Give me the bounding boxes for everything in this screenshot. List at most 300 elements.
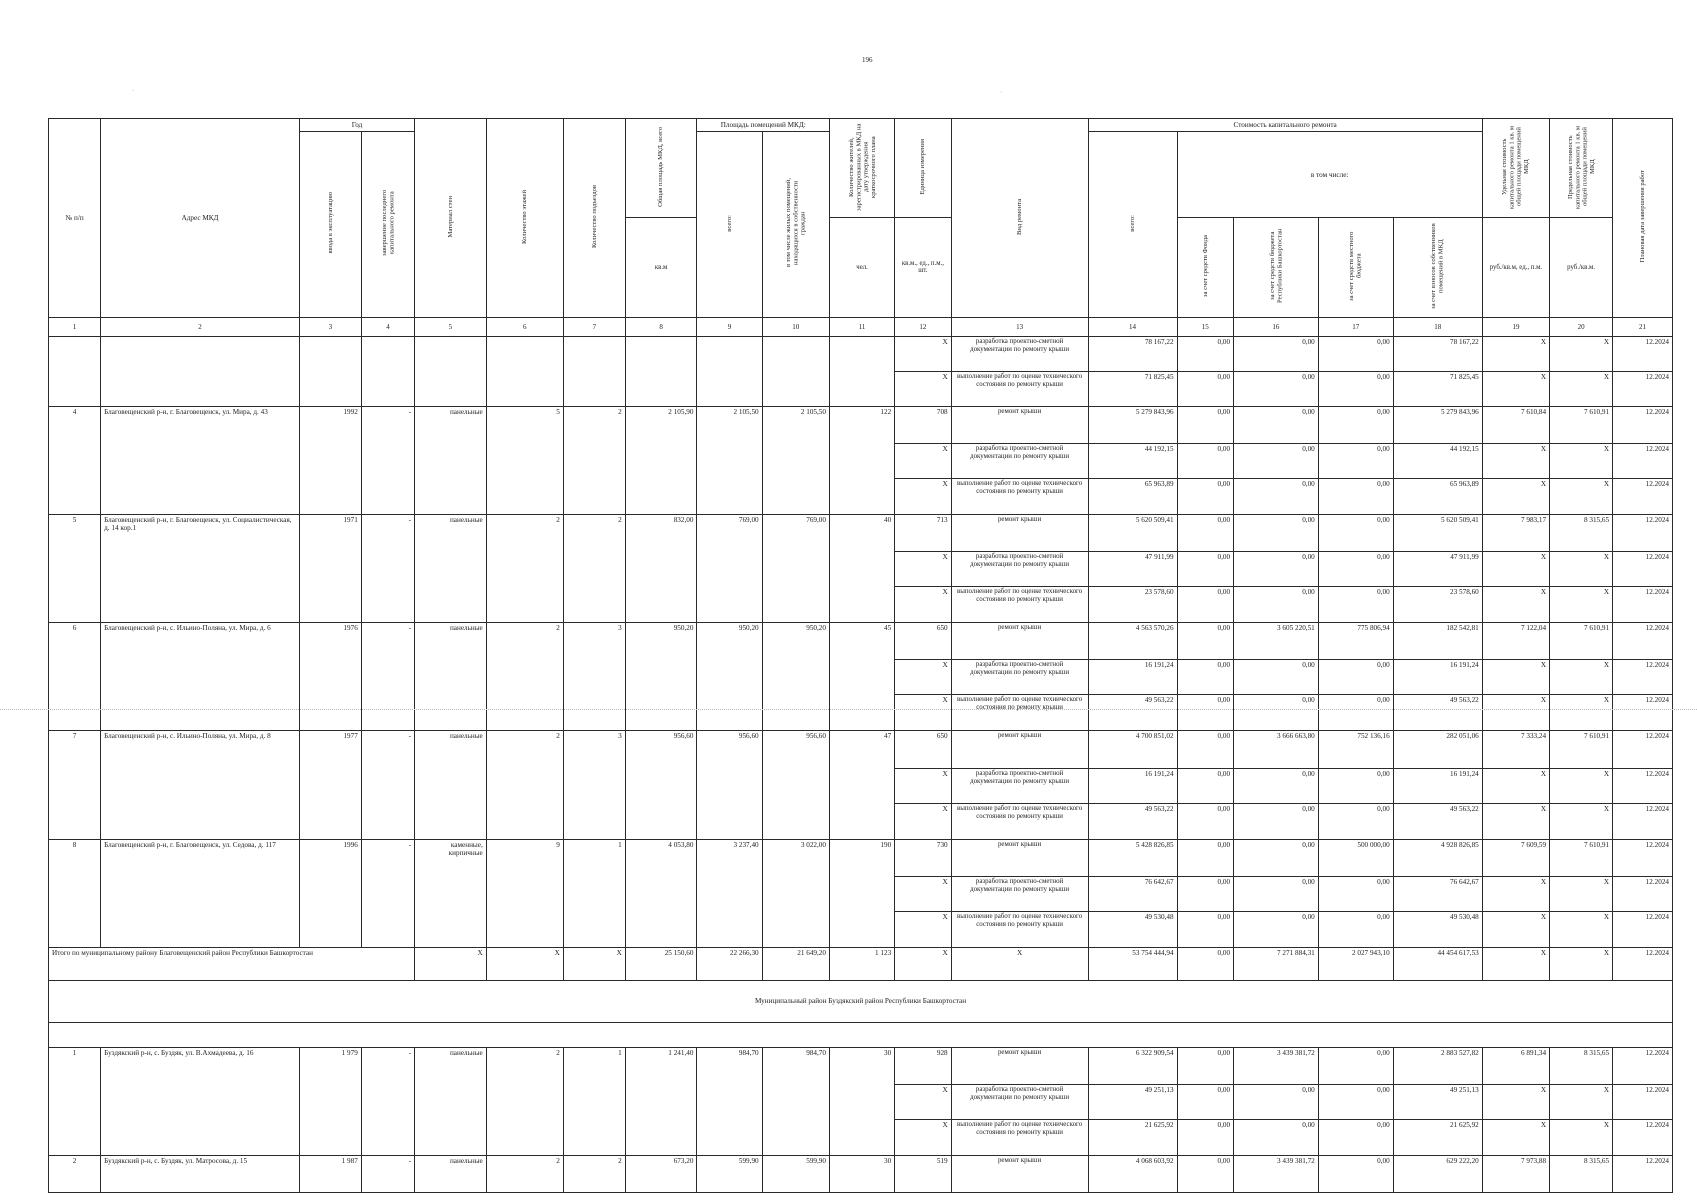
cell-cost-rb: 3 439 381,72 [1234,1155,1319,1193]
cell-limit-cost: X [1550,876,1613,911]
cell-date: 12.2024 [1613,1155,1673,1193]
column-number: 12 [895,317,951,336]
cell-limit-cost: X [1550,443,1613,478]
cell-unit: 519 [895,1155,951,1193]
cell-date: 12.2024 [1613,552,1673,587]
cell-last-repair: - [361,623,414,731]
cell-cost-rb: 0,00 [1234,839,1319,876]
cell-num: 4 [49,406,101,514]
column-number: 6 [486,317,563,336]
cell-floors: 2 [486,514,563,622]
cell-specific-cost: 6 891,34 [1482,1047,1549,1084]
cell-cost-owners: 65 963,89 [1393,478,1482,514]
hdr-num: № п/п [49,119,101,318]
column-number: 13 [951,317,1088,336]
hdr-owners: за счет взносов собственников помещений в МКД [1393,218,1482,317]
table-row [49,406,1673,443]
cell-cost-fund: 0,00 [1177,695,1233,731]
cell-date: 12.2024 [1613,660,1673,695]
cell-limit-cost: X [1550,803,1613,839]
cell-cost-owners: 49 251,13 [1393,1084,1482,1119]
cell-specific-cost: X [1482,552,1549,587]
cell-cost-total: 5 620 509,41 [1088,514,1177,551]
total-cost: 53 754 444,94 [1088,947,1177,980]
cell-num: 2 [49,1155,101,1193]
cell-cost-total: 71 825,45 [1088,371,1177,406]
table-row [49,731,1673,768]
hdr-year-built: ввода в эксплуатацию [299,132,361,318]
scan-speck: · [1000,90,1002,96]
cell-work-type: ремонт крыши [951,1047,1088,1084]
hdr-local-budget: за счет средств местного бюджета [1318,218,1393,317]
cell-unit: 713 [895,514,951,551]
cell-entrances: 2 [563,406,625,514]
column-number: 17 [1318,317,1393,336]
hdr-rb-budget: за счет средств бюджета Республики Башкортостан [1234,218,1319,317]
cell-cost-fund: 0,00 [1177,587,1233,623]
cell-area-res: 984,70 [762,1047,829,1155]
cell-year [299,336,361,406]
cell-cost-total: 16 191,24 [1088,660,1177,695]
cell-cost-local: 0,00 [1318,371,1393,406]
cell-cost-owners: 49 563,22 [1393,803,1482,839]
cell-entrances: 3 [563,623,625,731]
cell-cost-local: 0,00 [1318,406,1393,443]
cell-last-repair: - [361,406,414,514]
cell-cost-total: 5 428 826,85 [1088,839,1177,876]
table-row [49,623,1673,660]
cell-floors: 2 [486,731,563,839]
cell-specific-cost: X [1482,695,1549,731]
cell-address: Благовещенский р-н, с. Ильино-Поляна, ул. Мира, д. 8 [101,731,300,839]
cell-area-all: 950,20 [697,623,762,731]
cell-num: 6 [49,623,101,731]
total-area: 25 150,60 [625,947,697,980]
cell-work-type: ремонт крыши [951,1155,1088,1193]
cell-people: 30 [829,1155,894,1193]
total-limit: X [1550,947,1613,980]
cell-cost-rb: 3 666 663,80 [1234,731,1319,768]
cell-unit: X [895,371,951,406]
cell-date: 12.2024 [1613,911,1673,947]
cell-walls: панельные [415,1047,487,1155]
total-rb: 7 271 884,31 [1234,947,1319,980]
table-row [49,514,1673,551]
cell-specific-cost: 7 973,88 [1482,1155,1549,1193]
cell-area-res [762,336,829,406]
total-local: 2 027 943,10 [1318,947,1393,980]
total-work-type: X [951,947,1088,980]
cell-unit: X [895,876,951,911]
cell-cost-fund: 0,00 [1177,406,1233,443]
cell-people: 45 [829,623,894,731]
cell-cost-fund: 0,00 [1177,371,1233,406]
cell-cost-total: 4 068 603,92 [1088,1155,1177,1193]
cell-cost-local: 0,00 [1318,478,1393,514]
cell-work-type: выполнение работ по оценке технического состояния по ремонту крыши [951,371,1088,406]
hdr-cost-group: Стоимость капитального ремонта [1088,119,1482,132]
cell-cost-rb: 0,00 [1234,695,1319,731]
cell-people: 40 [829,514,894,622]
column-number: 5 [415,317,487,336]
cell-work-type: выполнение работ по оценке технического состояния по ремонту крыши [951,695,1088,731]
cell-specific-cost: 7 610,84 [1482,406,1549,443]
cell-year: 1 987 [299,1155,361,1193]
cell-cost-total: 5 279 843,96 [1088,406,1177,443]
cell-cost-fund: 0,00 [1177,1047,1233,1084]
hdr-cost-total: всего: [1088,132,1177,318]
cell-last-repair: - [361,1047,414,1155]
cell-date: 12.2024 [1613,623,1673,660]
cell-cost-owners: 182 542,81 [1393,623,1482,660]
hdr-address: Адрес МКД [101,119,300,318]
hdr-area-group: Площадь помещений МКД: [697,119,830,132]
cell-entrances [563,336,625,406]
cell-work-type: разработка проектно-сметной документации по ремонту крыши [951,768,1088,803]
cell-area [625,336,697,406]
cell-work-type: разработка проектно-сметной документации по ремонту крыши [951,552,1088,587]
column-number: 11 [829,317,894,336]
cell-unit: X [895,803,951,839]
cell-cost-local: 0,00 [1318,911,1393,947]
hdr-year-group: Год [299,119,414,132]
cell-work-type: ремонт крыши [951,623,1088,660]
cell-limit-cost: X [1550,695,1613,731]
cell-cost-rb: 3 439 381,72 [1234,1047,1319,1084]
cell-limit-cost: X [1550,371,1613,406]
cell-limit-cost: X [1550,587,1613,623]
cell-area: 950,20 [625,623,697,731]
cell-specific-cost: X [1482,371,1549,406]
table-header [49,119,1673,337]
column-number: 7 [563,317,625,336]
cell-specific-cost: X [1482,876,1549,911]
cell-entrances: 1 [563,839,625,947]
cell-limit-cost: 7 610,91 [1550,406,1613,443]
cell-area-res: 599,90 [762,1155,829,1193]
cell-cost-total: 4 700 851,02 [1088,731,1177,768]
hdr-incl-group: в том числе: [1177,132,1482,218]
column-number: 4 [361,317,414,336]
cell-cost-rb: 0,00 [1234,514,1319,551]
cell-cost-rb: 0,00 [1234,1084,1319,1119]
cell-cost-fund: 0,00 [1177,1119,1233,1155]
column-number: 8 [625,317,697,336]
cell-cost-total: 16 191,24 [1088,768,1177,803]
cell-floors: 2 [486,623,563,731]
cell-cost-rb: 0,00 [1234,406,1319,443]
cell-num: 1 [49,1047,101,1155]
cell-cost-local: 0,00 [1318,587,1393,623]
cell-limit-cost: 7 610,91 [1550,731,1613,768]
cell-cost-total: 49 251,13 [1088,1084,1177,1119]
cell-floors [486,336,563,406]
cell-work-type: выполнение работ по оценке технического состояния по ремонту крыши [951,1119,1088,1155]
cell-cost-total: 49 563,22 [1088,803,1177,839]
column-number: 14 [1088,317,1177,336]
hdr-specific-cost: Удельная стоимость капитального ремонта 1 кв. м общей площади помещений МКД [1482,119,1549,218]
cell-work-type: выполнение работ по оценке технического состояния по ремонту крыши [951,478,1088,514]
cell-limit-cost: X [1550,768,1613,803]
cell-floors: 2 [486,1155,563,1193]
cell-unit: 928 [895,1047,951,1084]
cell-work-type: выполнение работ по оценке технического состояния по ремонту крыши [951,911,1088,947]
column-number: 1 [49,317,101,336]
cell-num: 7 [49,731,101,839]
column-number: 18 [1393,317,1482,336]
total-specific: X [1482,947,1549,980]
unit-specific: руб./кв.м, ед., п.м. [1482,218,1549,317]
cell-cost-owners: 5 279 843,96 [1393,406,1482,443]
table-row [49,1155,1673,1193]
cell-cost-total: 47 911,99 [1088,552,1177,587]
cell-cost-local: 500 000,00 [1318,839,1393,876]
cell-last-repair: - [361,514,414,622]
hdr-floors: Количество этажей [486,119,563,318]
column-number: 2 [101,317,300,336]
cell-specific-cost: X [1482,587,1549,623]
cell-area: 1 241,40 [625,1047,697,1155]
page-number: 196 [862,56,873,64]
cell-area-all: 984,70 [697,1047,762,1155]
cell-date: 12.2024 [1613,731,1673,768]
cell-people [829,336,894,406]
spacer-row [49,1023,1673,1047]
cell-cost-fund: 0,00 [1177,514,1233,551]
cell-cost-owners: 282 051,06 [1393,731,1482,768]
column-number: 10 [762,317,829,336]
cell-cost-owners: 2 883 527,82 [1393,1047,1482,1084]
cell-cost-total: 23 578,60 [1088,587,1177,623]
cell-specific-cost: X [1482,478,1549,514]
cell-last-repair [361,336,414,406]
cell-cost-fund: 0,00 [1177,731,1233,768]
cell-limit-cost: X [1550,660,1613,695]
cell-cost-local: 0,00 [1318,1047,1393,1084]
cell-year: 1976 [299,623,361,731]
hdr-area-all: всего: [697,132,762,318]
table-row [49,839,1673,876]
cell-date: 12.2024 [1613,514,1673,551]
cell-work-type: разработка проектно-сметной документации по ремонту крыши [951,876,1088,911]
cell-unit: 650 [895,731,951,768]
cell-last-repair: - [361,731,414,839]
cell-walls: панельные [415,406,487,514]
cell-num [49,336,101,406]
total-row [49,947,1673,980]
cell-cost-local: 752 136,16 [1318,731,1393,768]
hdr-fund: за счет средств Фонда [1177,218,1233,317]
cell-cost-total: 49 530,48 [1088,911,1177,947]
cell-area: 832,00 [625,514,697,622]
cell-area-all: 599,90 [697,1155,762,1193]
cell-cost-fund: 0,00 [1177,336,1233,371]
scan-speck: · [132,88,134,94]
cell-cost-owners: 21 625,92 [1393,1119,1482,1155]
cell-year: 1 979 [299,1047,361,1155]
hdr-last-repair: завершение последнего капитального ремонта [361,132,414,318]
cell-date: 12.2024 [1613,839,1673,876]
cell-address: Благовещенский р-н, г. Благовещенск, ул. Седова, д. 117 [101,839,300,947]
cell-cost-owners: 5 620 509,41 [1393,514,1482,551]
cell-cost-owners: 76 642,67 [1393,876,1482,911]
total-area-res: 21 649,20 [762,947,829,980]
column-number: 16 [1234,317,1319,336]
cell-unit: 650 [895,623,951,660]
cell-cost-rb: 0,00 [1234,1119,1319,1155]
cell-unit: X [895,552,951,587]
cell-cost-rb: 0,00 [1234,478,1319,514]
hdr-walls: Материал стен [415,119,487,318]
cell-cost-local: 0,00 [1318,768,1393,803]
cell-address: Буздякский р-н, с. Буздяк, ул. Матросова, д. 15 [101,1155,300,1193]
table-body [49,336,1673,1193]
cell-cost-local: 775 806,94 [1318,623,1393,660]
cell-cost-fund: 0,00 [1177,803,1233,839]
hdr-work-type: Вид ремонта [951,119,1088,318]
cell-date: 12.2024 [1613,1047,1673,1084]
column-number: 15 [1177,317,1233,336]
hdr-total-area: Общая площадь МКД, всего [625,119,697,218]
cell-specific-cost: X [1482,911,1549,947]
cell-unit: X [895,336,951,371]
column-number: 3 [299,317,361,336]
cell-unit: X [895,695,951,731]
cell-area-res: 3 022,00 [762,839,829,947]
cell-area-all [697,336,762,406]
column-number: 9 [697,317,762,336]
cell-date: 12.2024 [1613,478,1673,514]
hdr-area-residential: в том числе жилых помещений, находящихся в собственности граждан [762,132,829,318]
cell-cost-local: 0,00 [1318,443,1393,478]
cell-specific-cost: X [1482,768,1549,803]
cell-cost-total: 76 642,67 [1088,876,1177,911]
cell-cost-rb: 0,00 [1234,552,1319,587]
cell-cost-local: 0,00 [1318,552,1393,587]
cell-specific-cost: 7 609,59 [1482,839,1549,876]
cell-cost-rb: 0,00 [1234,803,1319,839]
cell-date: 12.2024 [1613,695,1673,731]
cell-unit: X [895,587,951,623]
cell-cost-owners: 71 825,45 [1393,371,1482,406]
cell-date: 12.2024 [1613,443,1673,478]
cell-specific-cost: 7 983,17 [1482,514,1549,551]
cell-date: 12.2024 [1613,406,1673,443]
cell-unit: X [895,1119,951,1155]
cell-work-type: ремонт крыши [951,406,1088,443]
cell-floors: 9 [486,839,563,947]
cell-address: Благовещенский р-н, г. Благовещенск, ул. Социалистическая, д. 14 кор.1 [101,514,300,622]
cell-cost-owners: 49 563,22 [1393,695,1482,731]
cell-people: 47 [829,731,894,839]
cell-walls [415,336,487,406]
spacer-cell [49,1023,1673,1047]
cell-limit-cost: X [1550,1119,1613,1155]
cell-entrances: 2 [563,514,625,622]
cell-cost-total: 78 167,22 [1088,336,1177,371]
cell-work-type: ремонт крыши [951,731,1088,768]
cell-specific-cost: X [1482,1119,1549,1155]
cell-unit: X [895,1084,951,1119]
cell-num: 8 [49,839,101,947]
cell-floors: 2 [486,1047,563,1155]
cell-area-all: 3 237,40 [697,839,762,947]
cell-area: 4 053,80 [625,839,697,947]
cell-year: 1977 [299,731,361,839]
cell-area-res: 950,20 [762,623,829,731]
cell-area-res: 956,60 [762,731,829,839]
cell-limit-cost: 8 315,65 [1550,1155,1613,1193]
cell-work-type: разработка проектно-сметной документации по ремонту крыши [951,660,1088,695]
cell-cost-owners: 16 191,24 [1393,768,1482,803]
cell-unit: X [895,911,951,947]
cell-cost-rb: 0,00 [1234,876,1319,911]
unit-total-area: кв.м [625,218,697,317]
unit-measure: кв.м., ед., п.м., шт. [895,218,951,317]
cell-limit-cost: 8 315,65 [1550,1047,1613,1084]
cell-cost-owners: 49 530,48 [1393,911,1482,947]
cell-date: 12.2024 [1613,1119,1673,1155]
cell-area-all: 2 105,50 [697,406,762,514]
cell-cost-local: 0,00 [1318,695,1393,731]
cell-entrances: 2 [563,1155,625,1193]
cell-cost-fund: 0,00 [1177,478,1233,514]
cell-cost-local: 0,00 [1318,876,1393,911]
cell-num: 5 [49,514,101,622]
column-number: 20 [1550,317,1613,336]
cell-area: 673,20 [625,1155,697,1193]
cell-cost-owners: 78 167,22 [1393,336,1482,371]
cell-cost-owners: 23 578,60 [1393,587,1482,623]
cell-date: 12.2024 [1613,336,1673,371]
cell-limit-cost: X [1550,336,1613,371]
cell-specific-cost: 7 122,04 [1482,623,1549,660]
unit-limit: руб./кв.м. [1550,218,1613,317]
capital-repair-register-table [48,118,1673,1193]
cell-work-type: ремонт крыши [951,514,1088,551]
cell-cost-owners: 47 911,99 [1393,552,1482,587]
cell-cost-fund: 0,00 [1177,1084,1233,1119]
cell-cost-total: 49 563,22 [1088,695,1177,731]
cell-work-type: разработка проектно-сметной документации по ремонту крыши [951,1084,1088,1119]
cell-area-all: 769,00 [697,514,762,622]
cell-cost-fund: 0,00 [1177,839,1233,876]
cell-cost-fund: 0,00 [1177,911,1233,947]
cell-cost-rb: 0,00 [1234,768,1319,803]
cell-date: 12.2024 [1613,876,1673,911]
cell-limit-cost: X [1550,911,1613,947]
cell-specific-cost: X [1482,803,1549,839]
cell-cost-local: 0,00 [1318,1119,1393,1155]
total-entrances: X [563,947,625,980]
cell-last-repair: - [361,839,414,947]
cell-unit: X [895,768,951,803]
cell-address: Буздякский р-н, с. Буздяк, ул. В.Ахмадеева, д. 16 [101,1047,300,1155]
cell-specific-cost: X [1482,336,1549,371]
cell-people: 30 [829,1047,894,1155]
cell-limit-cost: 7 610,91 [1550,623,1613,660]
column-number: 21 [1613,317,1673,336]
cell-cost-owners: 4 928 826,85 [1393,839,1482,876]
cell-cost-local: 0,00 [1318,1155,1393,1193]
cell-cost-rb: 0,00 [1234,443,1319,478]
cell-limit-cost: X [1550,552,1613,587]
cell-cost-total: 21 625,92 [1088,1119,1177,1155]
cell-cost-fund: 0,00 [1177,623,1233,660]
cell-cost-fund: 0,00 [1177,552,1233,587]
cell-area-res: 2 105,50 [762,406,829,514]
cell-walls: панельные [415,731,487,839]
